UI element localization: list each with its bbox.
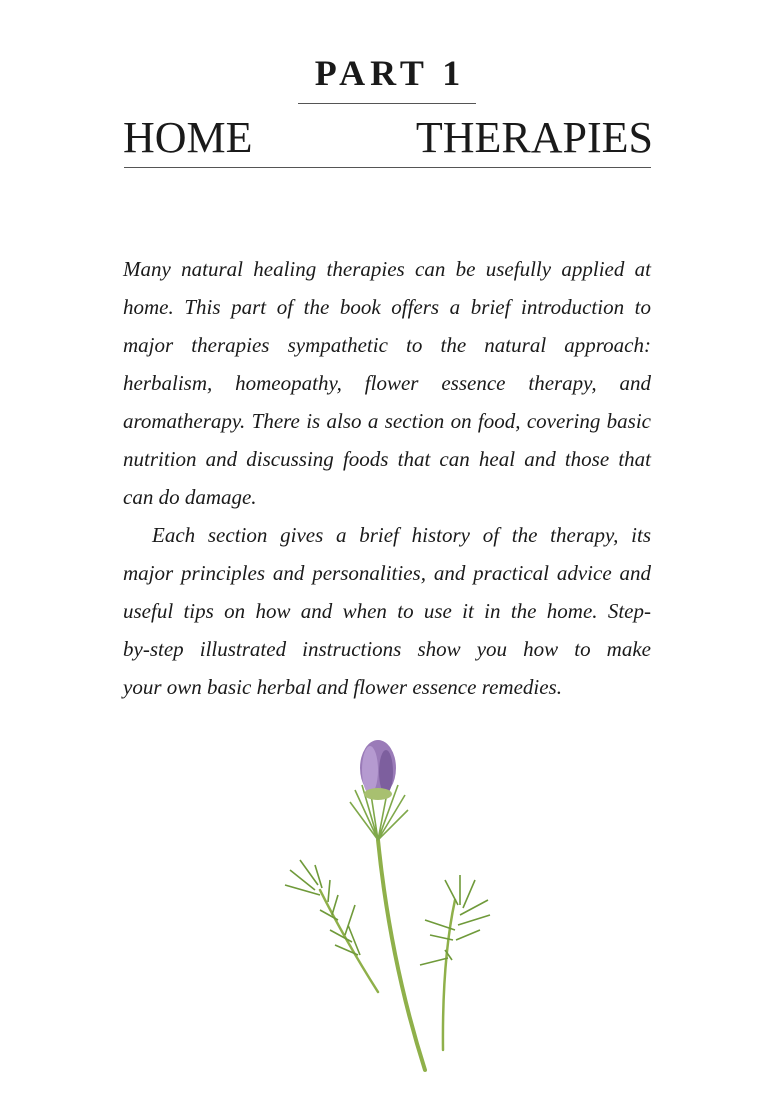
intro-text bbox=[123, 250, 651, 706]
text-line: by-step illustrated instructions show you how to make bbox=[123, 637, 651, 661]
text-line: can do damage. bbox=[123, 485, 257, 509]
section-title: HOME THERAPIES bbox=[123, 113, 653, 162]
text-line: useful tips on how and when to use it in the home. Step- bbox=[123, 599, 651, 623]
text-line: home. This part of the book offers a brief introduction to bbox=[123, 295, 651, 319]
leaf-right bbox=[420, 875, 490, 965]
text-line: your own basic herbal and flower essence remedies. bbox=[123, 675, 562, 699]
pasque-flower-illustration bbox=[260, 730, 510, 1090]
divider bbox=[124, 167, 651, 168]
part-number: PART 1 bbox=[314, 53, 466, 93]
flower-bud bbox=[360, 740, 396, 800]
text-line: aromatherapy. There is also a section on food, covering basic bbox=[123, 409, 651, 433]
text-line: nutrition and discussing foods that can heal and those that bbox=[123, 447, 651, 471]
text-line: Many natural healing therapies can be usefully applied at bbox=[123, 257, 651, 281]
leaf-left bbox=[285, 860, 360, 955]
divider bbox=[298, 103, 476, 104]
stem bbox=[320, 840, 455, 1070]
text-line: Each section gives a brief history of the therapy, its bbox=[152, 523, 651, 547]
text-line: herbalism, homeopathy, flower essence therapy, and bbox=[123, 371, 651, 395]
text-line: major therapies sympathetic to the natural approach: bbox=[123, 333, 651, 357]
text-line: major principles and personalities, and practical advice and bbox=[123, 561, 651, 585]
